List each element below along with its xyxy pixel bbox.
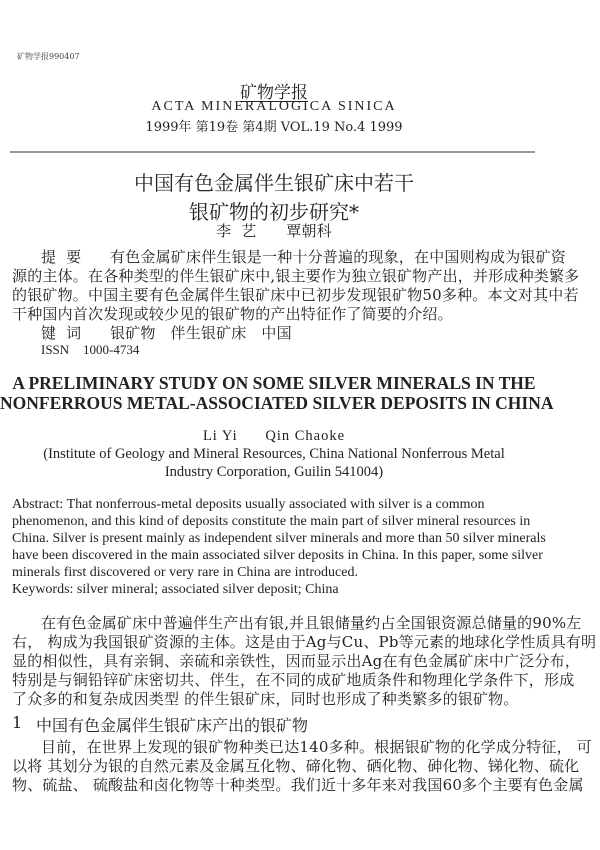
document-code: 矿物学报990407 <box>17 52 80 61</box>
journal-issue: 1999年 第19卷 第4期 VOL.19 No.4 1999 <box>145 120 403 135</box>
issn-label: ISSN <box>41 342 70 357</box>
keywords-en: Keywords: silver mineral; associated silver deposit; China <box>12 582 339 597</box>
section-line: 以将 其划分为银的自然元素及金属互化物、碲化物、硒化物、砷化物、锑化物、硫化 <box>12 757 580 775</box>
section-heading: 中国有色金属伴生银矿床产出的银矿物 <box>36 716 309 735</box>
abstract-zh-line: 有色金属矿床伴生银是一种十分普遍的现象，在中国则构成为银矿资 <box>110 248 567 266</box>
title-en-line: A PRELIMINARY STUDY ON SOME SILVER MINERALS IN THE <box>12 373 536 393</box>
affiliation-line: (Institute of Geology and Mineral Resources, China National Nonferrous Metal <box>43 446 505 462</box>
intro-line: 特别是与铜铅锌矿床密切共、伴生，在不同的成矿地质条件和物理化学条件下，形成 <box>12 671 575 689</box>
intro-line: 在有色金属矿床中普遍伴生产出有银,并且银储量约占全国银资源总储量的90%左 <box>41 614 582 632</box>
affiliation-line: Industry Corporation, Guilin 541004) <box>164 464 384 480</box>
intro-line: 显的相似性，具有亲铜、亲硫和亲铁性，因而显示出Ag在有色金属矿床中广泛分布， <box>12 652 581 670</box>
abstract-en-line: have been discovered in the main associated silver deposits in China. In this paper, some silver <box>12 548 543 563</box>
keywords-zh: 银矿物 伴生银矿床 中国 <box>110 324 292 342</box>
journal-title-text: 矿物学报 <box>240 83 308 103</box>
abstract-zh-line: 的银矿物。中国主要有色金属伴生银矿床中已初步发现银矿物50多种。本文对其中若 <box>12 286 579 304</box>
title-en-line: NONFERROUS METAL-ASSOCIATED SILVER DEPOSITS IN CHINA <box>0 393 554 413</box>
intro-line: 了众多的和复杂成因类型 的伴生银矿床，同时也形成了种类繁多的银矿物。 <box>12 690 519 708</box>
abstract-zh-line: 源的主体。在各种类型的伴生银矿床中,银主要作为独立银矿物产出，并形成种类繁多 <box>12 267 580 285</box>
abstract-zh-label: 提 要 <box>41 248 82 266</box>
issn-value: 1000-4734 <box>83 342 140 357</box>
abstract-en-line: China. Silver is present mainly as independent silver minerals and more than 50 silver minerals <box>12 531 546 546</box>
abstract-zh-line: 干种国内首次发现或较少见的银矿物的产出特征作了简要的介绍。 <box>12 305 453 323</box>
journal-latin-title: ACTA MINERALOGICA SINICA <box>151 99 397 114</box>
title-zh-line: 中国有色金属伴生银矿床中若干 <box>134 171 414 195</box>
title-zh-line: 银矿物的初步研究* <box>189 200 359 224</box>
section-number: 1 <box>12 713 23 732</box>
authors-zh: 李 艺 覃朝科 <box>216 222 332 240</box>
section-line: 目前，在世界上发现的银矿物种类已达140多种。根据银矿物的化学成分特征， 可 <box>41 738 593 756</box>
keywords-zh-label: 键 词 <box>41 324 82 342</box>
abstract-en-line: Abstract: That nonferrous-metal deposits usually associated with silver is a common <box>12 497 485 512</box>
section-line: 物、硫盐、 硫酸盐和卤化物等十种类型。我们近十多年来对我国60多个主要有色金属 <box>12 776 584 794</box>
abstract-en-line: phenomenon, and this kind of deposits constitute the main part of silver mineral resources in <box>12 514 531 529</box>
abstract-en-line: minerals first discovered or very rare in China are introduced. <box>12 565 358 580</box>
header-rule <box>10 151 535 153</box>
authors-en: Li Yi Qin Chaoke <box>202 428 346 444</box>
intro-line: 右， 构成为我国银矿资源的主体。这是由于Ag与Cu、Pb等元素的地球化学性质具有明 <box>12 633 597 651</box>
